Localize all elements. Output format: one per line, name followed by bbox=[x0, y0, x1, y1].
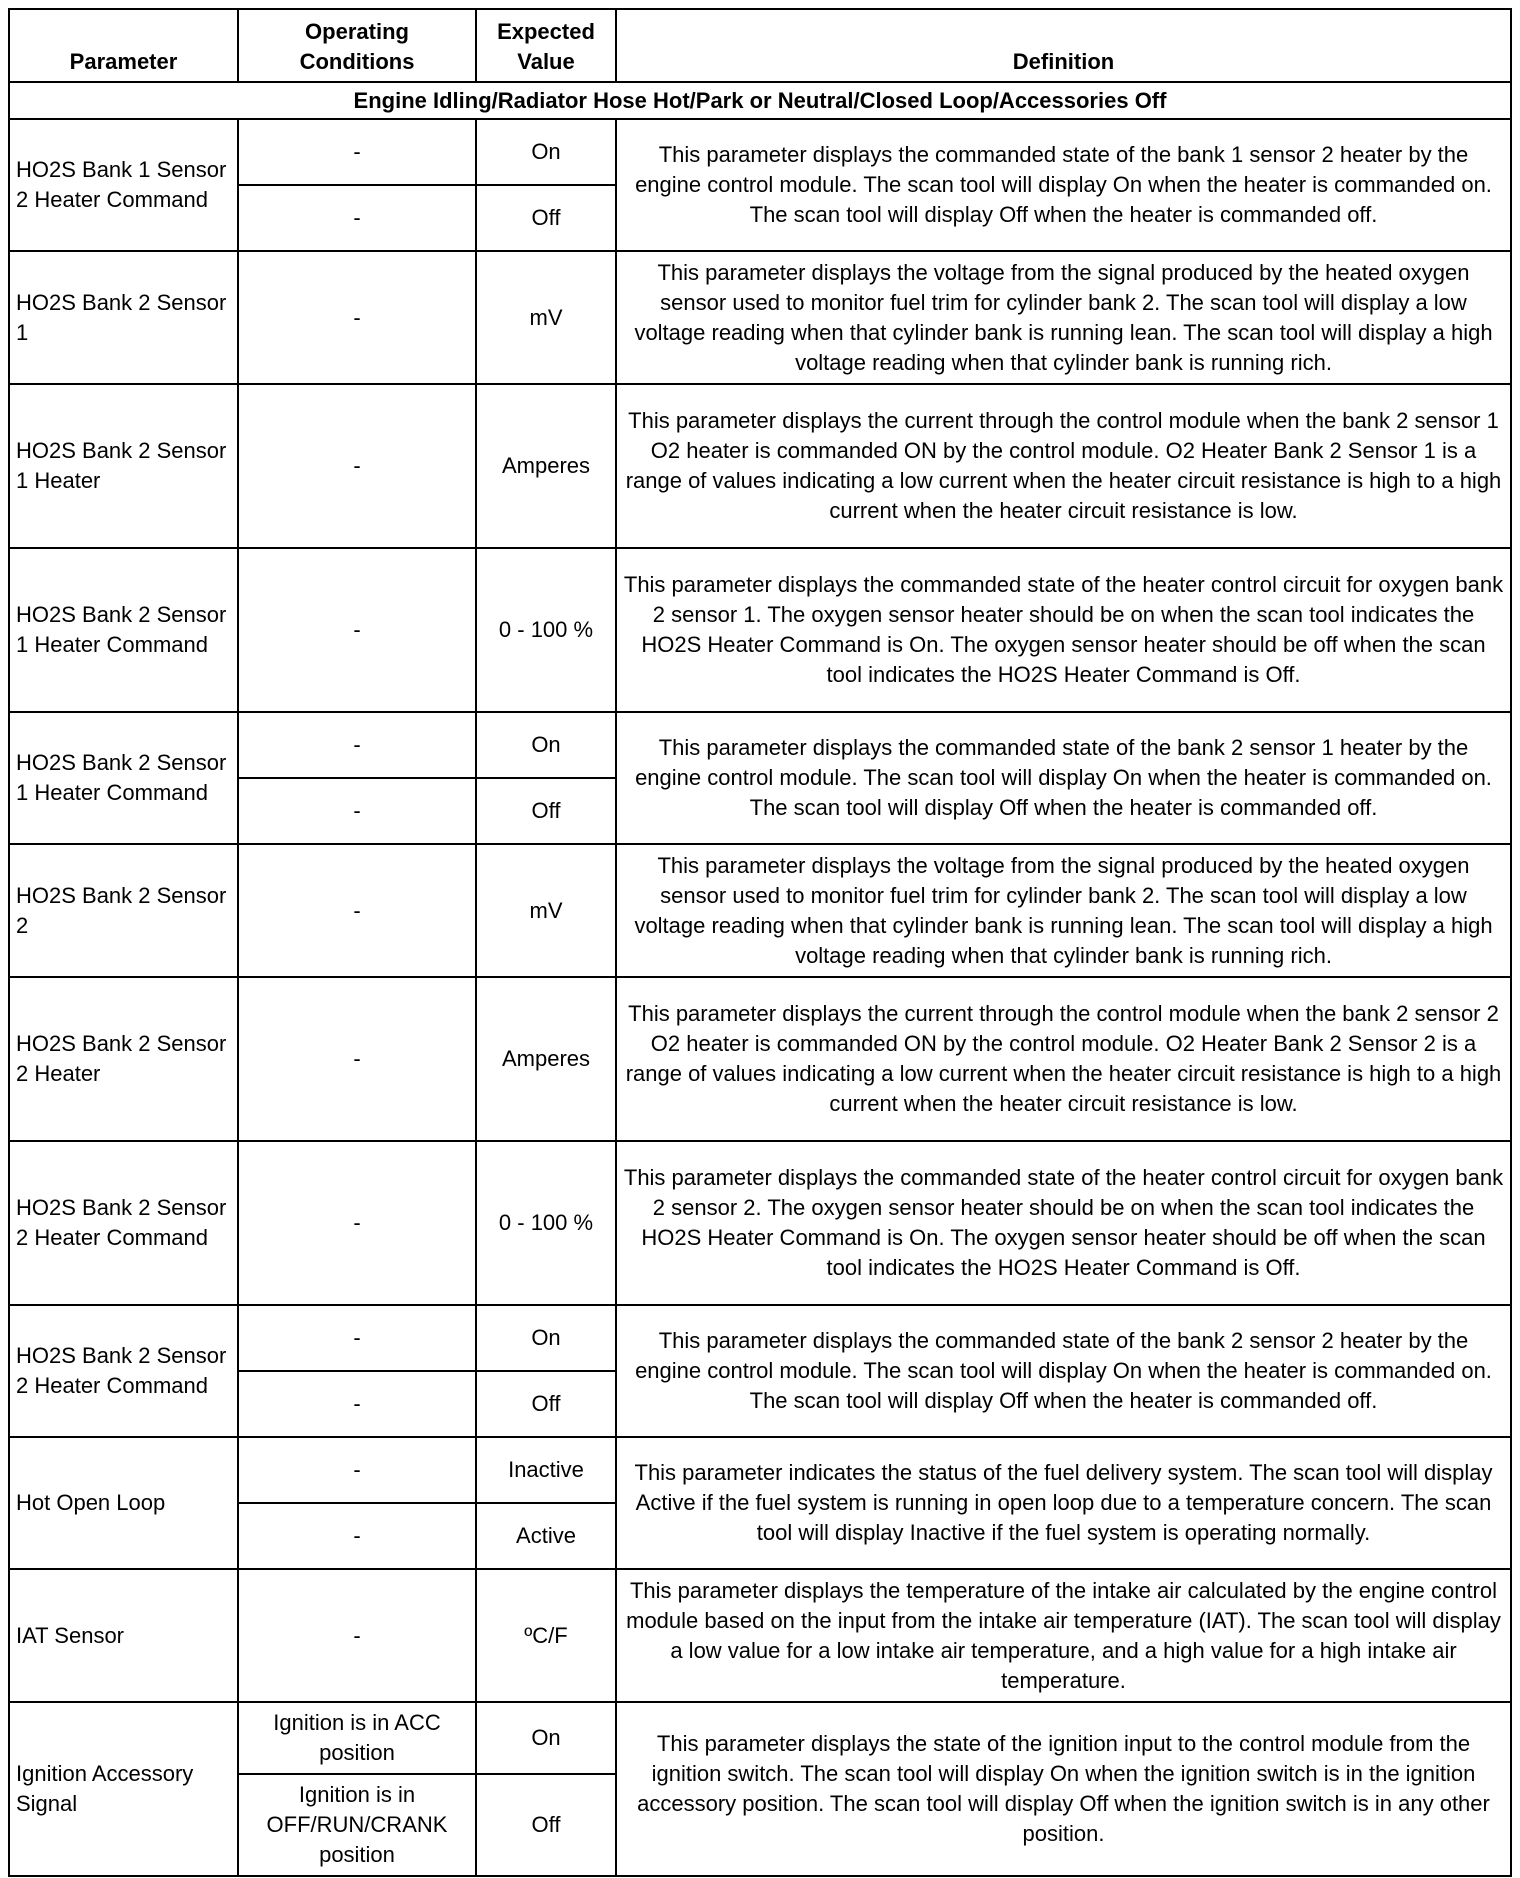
expected-value-cell: Off bbox=[476, 778, 616, 844]
condition-cell: - bbox=[238, 1437, 476, 1503]
expected-value-cell: 0 - 100 % bbox=[476, 548, 616, 712]
parameter-cell: HO2S Bank 2 Sensor 1 Heater bbox=[9, 384, 238, 548]
expected-value-cell: On bbox=[476, 712, 616, 778]
condition-cell: - bbox=[238, 1503, 476, 1569]
parameter-cell: HO2S Bank 2 Sensor 2 bbox=[9, 844, 238, 977]
header-parameter: Parameter bbox=[9, 9, 238, 82]
expected-value-cell: 0 - 100 % bbox=[476, 1141, 616, 1305]
condition-cell: - bbox=[238, 185, 476, 251]
table-row bbox=[9, 977, 1511, 1141]
parameter-table bbox=[8, 8, 1512, 1877]
condition-cell: Ignition is in ACC position bbox=[238, 1702, 476, 1774]
parameter-cell: Ignition Accessory Signal bbox=[9, 1702, 238, 1876]
parameter-cell: HO2S Bank 2 Sensor 2 Heater Command bbox=[9, 1305, 238, 1437]
parameter-cell: HO2S Bank 2 Sensor 2 Heater bbox=[9, 977, 238, 1141]
expected-value-cell: Off bbox=[476, 185, 616, 251]
condition-cell: - bbox=[238, 384, 476, 548]
condition-cell: Ignition is in OFF/RUN/CRANK position bbox=[238, 1774, 476, 1876]
table-row bbox=[9, 1437, 1511, 1503]
parameter-cell: HO2S Bank 2 Sensor 1 Heater Command bbox=[9, 712, 238, 844]
table-row bbox=[9, 712, 1511, 778]
section-row bbox=[9, 82, 1511, 119]
table-row bbox=[9, 119, 1511, 185]
expected-value-cell: mV bbox=[476, 251, 616, 384]
table-row bbox=[9, 1569, 1511, 1702]
condition-cell: - bbox=[238, 844, 476, 977]
parameter-cell: HO2S Bank 2 Sensor 1 bbox=[9, 251, 238, 384]
header-expected-value: Expected Value bbox=[476, 9, 616, 82]
header-row bbox=[9, 9, 1511, 82]
condition-cell: - bbox=[238, 251, 476, 384]
condition-cell: - bbox=[238, 119, 476, 185]
condition-cell: - bbox=[238, 548, 476, 712]
definition-cell: This parameter displays the voltage from the signal produced by the heated oxygen sensor used to monitor fuel trim for cylinder bank 2. The scan tool will display a low voltage reading when that cylinder bank is running lean. The scan tool will display a high voltage reading when that cylinder bank is running rich. bbox=[616, 844, 1511, 977]
parameter-cell: HO2S Bank 1 Sensor 2 Heater Command bbox=[9, 119, 238, 251]
definition-cell: This parameter displays the current through the control module when the bank 2 sensor 1 O2 heater is commanded ON by the control module. O2 Heater Bank 2 Sensor 1 is a range of values indicating a low current when the heater circuit resistance is high to a high current when the heater circuit resistance is low. bbox=[616, 384, 1511, 548]
table-row bbox=[9, 548, 1511, 712]
expected-value-cell: Off bbox=[476, 1371, 616, 1437]
condition-cell: - bbox=[238, 1141, 476, 1305]
definition-cell: This parameter indicates the status of the fuel delivery system. The scan tool will display Active if the fuel system is running in open loop due to a temperature concern. The scan tool will display Inactive if the fuel system is operating normally. bbox=[616, 1437, 1511, 1569]
section-title: Engine Idling/Radiator Hose Hot/Park or Neutral/Closed Loop/Accessories Off bbox=[9, 82, 1511, 119]
expected-value-cell: On bbox=[476, 1305, 616, 1371]
definition-cell: This parameter displays the commanded state of the bank 2 sensor 1 heater by the engine control module. The scan tool will display On when the heater is commanded on. The scan tool will display Off when the heater is commanded off. bbox=[616, 712, 1511, 844]
expected-value-cell: Amperes bbox=[476, 384, 616, 548]
definition-cell: This parameter displays the state of the ignition input to the control module from the ignition switch. The scan tool will display On when the ignition switch is in the ignition accessory position. The scan tool will display Off when the ignition switch is in any other position. bbox=[616, 1702, 1511, 1876]
expected-value-cell: ºC/F bbox=[476, 1569, 616, 1702]
expected-value-cell: Amperes bbox=[476, 977, 616, 1141]
definition-cell: This parameter displays the voltage from the signal produced by the heated oxygen sensor used to monitor fuel trim for cylinder bank 2. The scan tool will display a low voltage reading when that cylinder bank is running lean. The scan tool will display a high voltage reading when that cylinder bank is running rich. bbox=[616, 251, 1511, 384]
parameter-cell: Hot Open Loop bbox=[9, 1437, 238, 1569]
header-definition: Definition bbox=[616, 9, 1511, 82]
definition-cell: This parameter displays the commanded state of the bank 2 sensor 2 heater by the engine control module. The scan tool will display On when the heater is commanded on. The scan tool will display Off when the heater is commanded off. bbox=[616, 1305, 1511, 1437]
expected-value-cell: Inactive bbox=[476, 1437, 616, 1503]
table-row bbox=[9, 384, 1511, 548]
table-row bbox=[9, 1702, 1511, 1774]
condition-cell: - bbox=[238, 778, 476, 844]
expected-value-cell: On bbox=[476, 1702, 616, 1774]
condition-cell: - bbox=[238, 1569, 476, 1702]
definition-cell: This parameter displays the temperature of the intake air calculated by the engine control module based on the input from the intake air temperature (IAT). The scan tool will display a low value for a low intake air temperature, and a high value for a high intake air temperature. bbox=[616, 1569, 1511, 1702]
definition-cell: This parameter displays the commanded state of the bank 1 sensor 2 heater by the engine control module. The scan tool will display On when the heater is commanded on. The scan tool will display Off when the heater is commanded off. bbox=[616, 119, 1511, 251]
expected-value-cell: mV bbox=[476, 844, 616, 977]
definition-cell: This parameter displays the commanded state of the heater control circuit for oxygen bank 2 sensor 2. The oxygen sensor heater should be on when the scan tool indicates the HO2S Heater Command is On. The oxygen sensor heater should be off when the scan tool indicates the HO2S Heater Command is Off. bbox=[616, 1141, 1511, 1305]
condition-cell: - bbox=[238, 1371, 476, 1437]
definition-cell: This parameter displays the current through the control module when the bank 2 sensor 2 O2 heater is commanded ON by the control module. O2 Heater Bank 2 Sensor 2 is a range of values indicating a low current when the heater circuit resistance is high to a high current when the heater circuit resistance is low. bbox=[616, 977, 1511, 1141]
table-row bbox=[9, 1141, 1511, 1305]
expected-value-cell: Off bbox=[476, 1774, 616, 1876]
definition-cell: This parameter displays the commanded state of the heater control circuit for oxygen bank 2 sensor 1. The oxygen sensor heater should be on when the scan tool indicates the HO2S Heater Command is On. The oxygen sensor heater should be off when the scan tool indicates the HO2S Heater Command is Off. bbox=[616, 548, 1511, 712]
condition-cell: - bbox=[238, 977, 476, 1141]
parameter-cell: HO2S Bank 2 Sensor 2 Heater Command bbox=[9, 1141, 238, 1305]
header-operating-conditions: Operating Conditions bbox=[238, 9, 476, 82]
table-row bbox=[9, 251, 1511, 384]
table-row bbox=[9, 844, 1511, 977]
table-row bbox=[9, 1305, 1511, 1371]
expected-value-cell: Active bbox=[476, 1503, 616, 1569]
parameter-cell: IAT Sensor bbox=[9, 1569, 238, 1702]
condition-cell: - bbox=[238, 712, 476, 778]
expected-value-cell: On bbox=[476, 119, 616, 185]
parameter-cell: HO2S Bank 2 Sensor 1 Heater Command bbox=[9, 548, 238, 712]
condition-cell: - bbox=[238, 1305, 476, 1371]
